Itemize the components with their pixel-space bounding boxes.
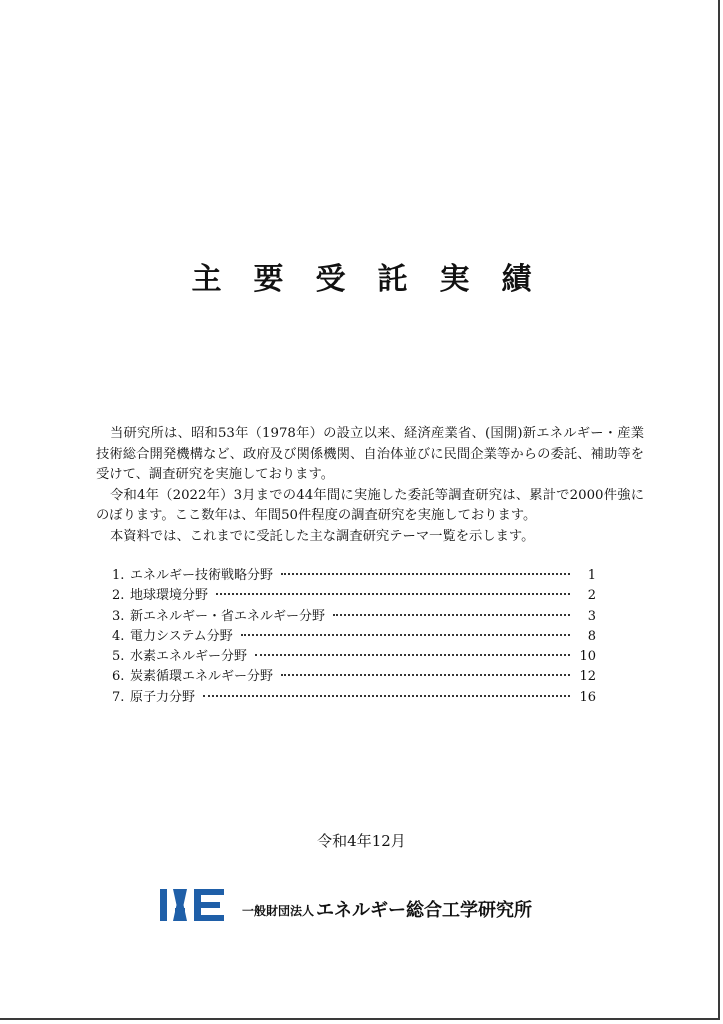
toc-number: 5. — [112, 649, 125, 665]
toc-entry-2[interactable] — [112, 586, 596, 606]
toc-leader-dots — [241, 634, 570, 636]
toc-leader-dots — [216, 593, 570, 595]
toc-label: エネルギー技術戦略分野 — [130, 568, 274, 583]
toc-label: 炭素循環エネルギー分野 — [130, 669, 274, 685]
toc-leader-dots — [333, 614, 570, 616]
intro-text — [96, 424, 644, 547]
toc-leader-dots — [281, 573, 570, 575]
toc-number: 4. — [112, 628, 125, 644]
organization-name: エネルギー総合工学研究所 — [316, 900, 533, 921]
toc-page-number: 3 — [587, 608, 596, 624]
toc-number: 7. — [112, 689, 125, 705]
toc-label: 原子力分野 — [130, 689, 196, 705]
toc-leader-dots — [255, 654, 570, 656]
toc-number: 2. — [112, 588, 125, 604]
toc-leader-dots — [281, 674, 570, 676]
toc-page-number: 1 — [587, 568, 596, 583]
organization-type: 一般財団法人 — [242, 904, 315, 918]
toc-page-number: 16 — [579, 689, 596, 705]
toc-number: 6. — [112, 669, 125, 685]
toc-page-number: 8 — [587, 628, 596, 644]
intro-paragraph-3: 本資料では、これまでに受託した主な調査研究テーマ一覧を示します。 — [110, 528, 535, 544]
publication-date: 令和4年12月 — [317, 832, 406, 850]
intro-paragraph-2: 令和4年（2022年）3月までの44年間に実施した委託等調査研究は、累計で2000件強にのぼります。ここ数年は、年間50件程度の調査研究を実施しております。 — [96, 487, 644, 523]
toc-number: 3. — [112, 608, 125, 624]
table-of-contents — [112, 566, 596, 708]
toc-entry-7[interactable] — [112, 688, 596, 708]
toc-page-number: 2 — [587, 588, 596, 604]
toc-entry-6[interactable] — [112, 667, 596, 687]
toc-label: 地球環境分野 — [130, 588, 209, 604]
toc-number: 1. — [112, 568, 125, 583]
page-title: 主要受託実績 — [191, 262, 564, 298]
toc-entry-4[interactable] — [112, 627, 596, 647]
toc-leader-dots — [203, 695, 570, 697]
toc-entry-3[interactable] — [112, 607, 596, 627]
toc-page-number: 12 — [579, 669, 596, 685]
toc-label: 新エネルギー・省エネルギー分野 — [130, 608, 326, 624]
toc-entry-1[interactable] — [112, 566, 596, 586]
toc-entry-5[interactable] — [112, 647, 596, 667]
intro-paragraph-1: 当研究所は、昭和53年（1978年）の設立以来、経済産業省、(国開)新エネルギー・産業技術総合開発機構など、政府及び関係機関、自治体並びに民間企業等からの委託、補助等を受けて、調査研究を実施しております。 — [96, 426, 644, 482]
toc-page-number: 10 — [579, 649, 596, 665]
organization-logo — [160, 882, 570, 922]
toc-label: 電力システム分野 — [130, 628, 233, 644]
iae-logo-icon — [160, 888, 226, 922]
toc-label: 水素エネルギー分野 — [130, 649, 248, 665]
